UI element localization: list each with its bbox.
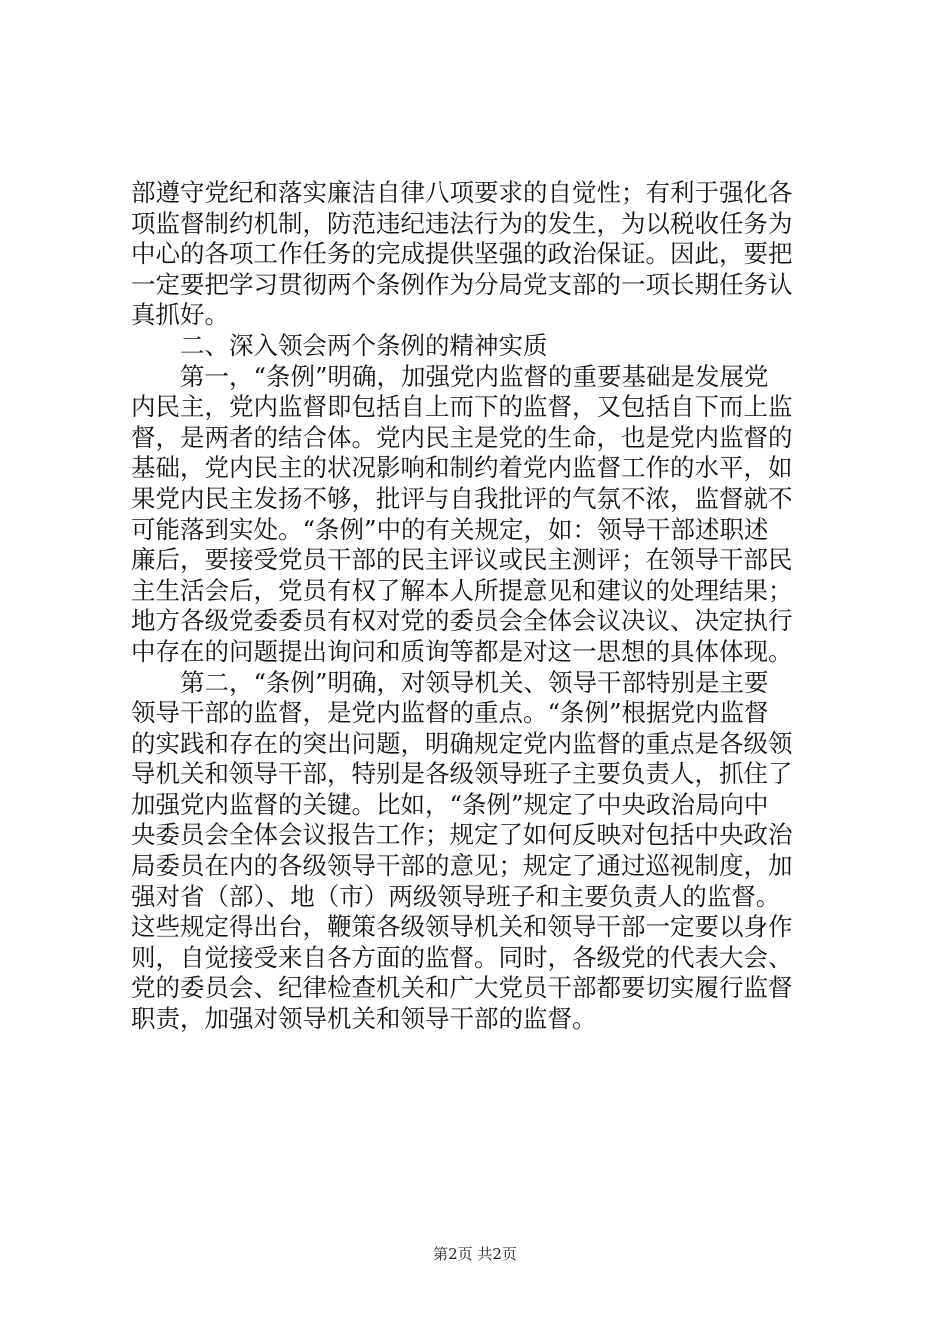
section-heading: 二、深入领会两个条例的精神实质 [180, 330, 548, 360]
body-line: 则，自觉接受来自各方面的监督。同时，各级党的代表大会、 [131, 942, 793, 972]
body-line: 基础，党内民主的状况影响和制约着党内监督工作的水平，如 [131, 453, 793, 483]
body-line: 部遵守党纪和落实廉洁自律八项要求的自觉性；有利于强化各 [131, 178, 793, 207]
body-line: 主生活会后，党员有权了解本人所提意见和建议的处理结果； [131, 575, 793, 605]
body-line: 这些规定得出台，鞭策各级领导机关和领导干部一定要以身作 [131, 912, 793, 942]
body-line: 的实践和存在的突出问题，明确规定党内监督的重点是各级领 [131, 728, 793, 758]
body-line: 廉后，要接受党员干部的民主评议或民主测评；在领导干部民 [131, 545, 793, 575]
body-line: 强对省（部）、地（市）两级领导班子和主要负责人的监督。 [131, 881, 781, 911]
body-line: 中存在的问题提出询问和质询等都是对这一思想的具体体现。 [131, 636, 793, 666]
body-line: 真抓好。 [131, 300, 229, 330]
body-line: 督，是两者的结合体。党内民主是党的生命，也是党内监督的 [131, 422, 793, 452]
paragraph-first-line: 第一，“条例”明确，加强党内监督的重要基础是发展党 [180, 361, 769, 391]
body-line: 项监督制约机制，防范违纪违法行为的发生，为以税收任务为 [131, 208, 793, 238]
paragraph-first-line: 第二，“条例”明确，对领导机关、领导干部特别是主要 [180, 667, 769, 697]
body-line: 党的委员会、纪律检查机关和广大党员干部都要切实履行监督 [131, 973, 793, 1003]
document-body [131, 178, 831, 1035]
page-footer [0, 1244, 950, 1264]
body-line: 一定要把学习贯彻两个条例作为分局党支部的一项长期任务认 [131, 269, 793, 299]
page-number: 第2页 共2页 [433, 1245, 517, 1263]
body-line: 领导干部的监督，是党内监督的重点。“条例”根据党内监督 [131, 698, 769, 728]
body-line: 可能落到实处。“条例”中的有关规定，如：领导干部述职述 [131, 514, 769, 544]
body-line: 局委员在内的各级领导干部的意见；规定了通过巡视制度，加 [131, 851, 793, 881]
body-line: 加强党内监督的关键。比如，“条例”规定了中央政治局向中 [131, 789, 769, 819]
body-line: 导机关和领导干部，特别是各级领导班子主要负责人，抓住了 [131, 759, 793, 789]
body-line: 央委员会全体会议报告工作；规定了如何反映对包括中央政治 [131, 820, 793, 850]
body-line: 中心的各项工作任务的完成提供坚强的政治保证。因此，要把 [131, 239, 793, 269]
body-line: 果党内民主发扬不够，批评与自我批评的气氛不浓，监督就不 [131, 483, 793, 513]
body-line: 职责，加强对领导机关和领导干部的监督。 [131, 1004, 597, 1034]
body-line: 内民主，党内监督即包括自上而下的监督，又包括自下而上监 [131, 392, 793, 422]
body-line: 地方各级党委委员有权对党的委员会全体会议决议、决定执行 [131, 606, 793, 636]
